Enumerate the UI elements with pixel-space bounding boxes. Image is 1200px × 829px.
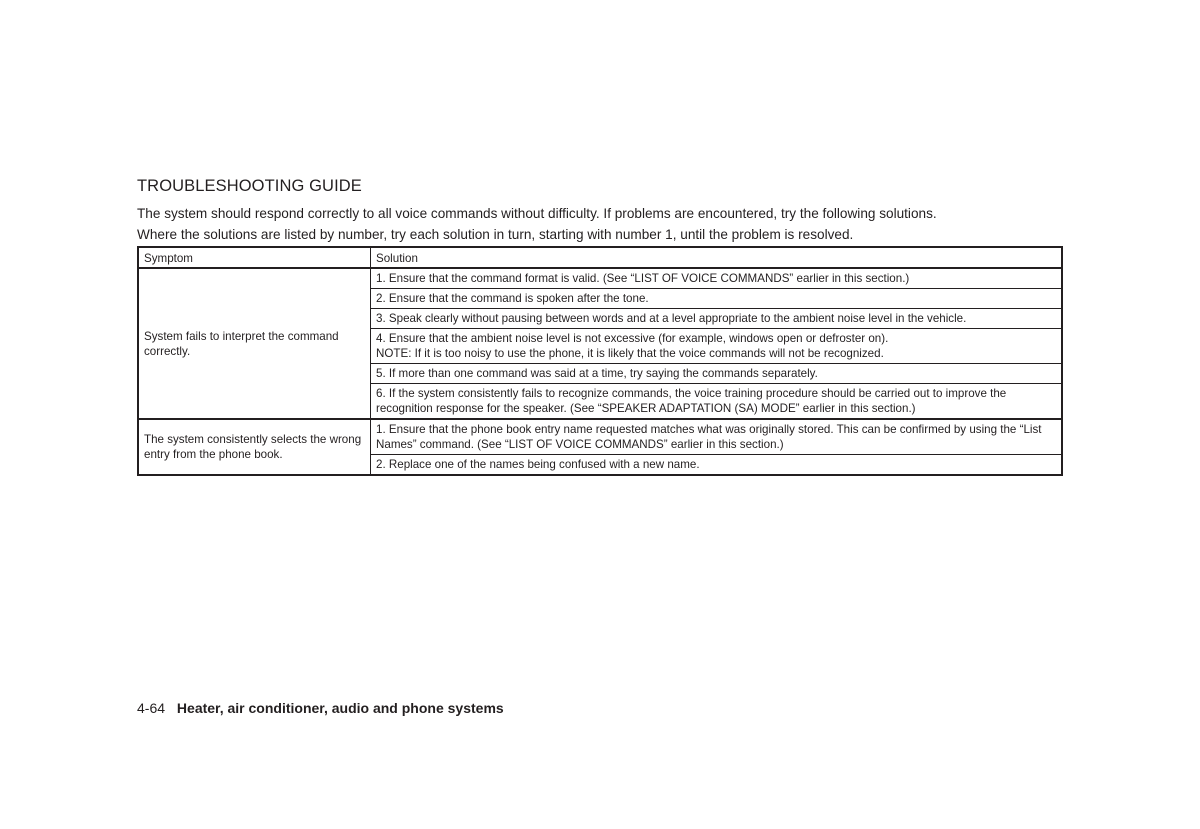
table-row: [138, 268, 1062, 289]
table-header-row: [138, 247, 1062, 268]
solution-cell: 2. Ensure that the command is spoken after the tone.: [371, 289, 1063, 309]
symptom-cell: The system consistently selects the wrong entry from the phone book.: [138, 419, 371, 475]
solution-line: 4. Ensure that the ambient noise level is not excessive (for example, windows open or defroster on).: [376, 332, 889, 345]
solution-cell: [371, 329, 1063, 364]
symptom-column-header: Symptom: [138, 247, 371, 268]
table-row: [138, 419, 1062, 455]
intro-line-2: Where the solutions are listed by number, try each solution in turn, starting with number 1, until the problem is resolved.: [137, 227, 854, 242]
note-line: NOTE: If it is too noisy to use the phone, it is likely that the voice commands will not be recognized.: [376, 347, 884, 360]
page-number: 4-64: [137, 700, 166, 716]
symptom-cell: System fails to interpret the command correctly.: [138, 268, 371, 419]
solution-cell: 1. Ensure that the command format is valid. (See “LIST OF VOICE COMMANDS” earlier in this section.): [371, 268, 1063, 289]
section-title: Heater, air conditioner, audio and phone systems: [176, 700, 504, 716]
solution-cell: 5. If more than one command was said at a time, try saying the commands separately.: [371, 364, 1063, 384]
solution-cell: 2. Replace one of the names being confused with a new name.: [371, 455, 1063, 476]
solution-column-header: Solution: [371, 247, 1063, 268]
section-heading: TROUBLESHOOTING GUIDE: [137, 177, 362, 195]
solution-cell: 3. Speak clearly without pausing between words and at a level appropriate to the ambient noise level in the vehicle.: [371, 309, 1063, 329]
intro-text: [137, 203, 1067, 245]
solution-cell: 6. If the system consistently fails to recognize commands, the voice training procedure should be carried out to improve the recognition response for the speaker. (See “SPEAKER ADAPTATION (SA) MODE” earlier in this section.): [371, 384, 1063, 420]
intro-line-1: The system should respond correctly to all voice commands without difficulty. If problems are encountered, try the following solutions.: [137, 206, 937, 221]
troubleshooting-table: [137, 246, 1063, 476]
page-footer: [137, 700, 504, 716]
solution-cell: 1. Ensure that the phone book entry name requested matches what was originally stored. This can be confirmed by using the “List Names” command. (See “LIST OF VOICE COMMANDS” earlier in this section.): [371, 419, 1063, 455]
